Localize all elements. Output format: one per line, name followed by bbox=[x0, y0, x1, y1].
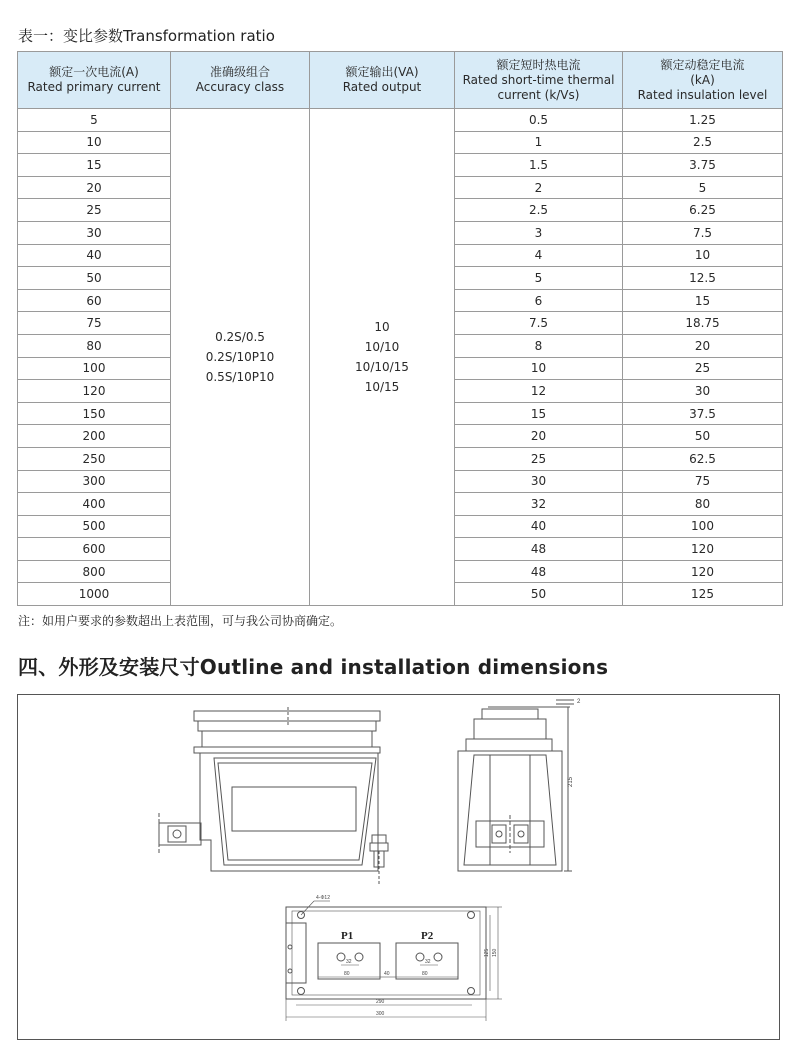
cell-thermal-current: 2 bbox=[455, 176, 623, 199]
dim-32a-label: 32 bbox=[346, 959, 352, 965]
header-rated-primary-current bbox=[18, 52, 171, 109]
header-rated-output bbox=[310, 52, 455, 109]
p2-label: P2 bbox=[421, 930, 434, 942]
cell-dynamic-current: 100 bbox=[623, 515, 783, 538]
cell-dynamic-current: 62.5 bbox=[623, 447, 783, 470]
header-short-time-thermal-current bbox=[455, 52, 623, 109]
header-en: Rated short-time thermal current (k/Vs) bbox=[462, 72, 615, 102]
cell-dynamic-current: 80 bbox=[623, 493, 783, 516]
cell-dynamic-current: 120 bbox=[623, 560, 783, 583]
rated-output-item: 10 bbox=[374, 320, 390, 335]
cell-thermal-current: 1.5 bbox=[455, 154, 623, 177]
accuracy-class-item: 0.5S/10P10 bbox=[205, 370, 275, 385]
cell-primary-current: 25 bbox=[18, 199, 171, 222]
cell-dynamic-current: 25 bbox=[623, 357, 783, 380]
cell-thermal-current: 30 bbox=[455, 470, 623, 493]
transformation-ratio-table bbox=[17, 51, 783, 606]
header-dynamic-stable-current bbox=[623, 52, 783, 109]
dim-215-label: 215 bbox=[568, 776, 574, 787]
cell-thermal-current: 3 bbox=[455, 221, 623, 244]
cell-thermal-current: 50 bbox=[455, 583, 623, 606]
header-en: Rated output bbox=[342, 80, 422, 94]
cell-dynamic-current: 10 bbox=[623, 244, 783, 267]
cell-thermal-current: 48 bbox=[455, 560, 623, 583]
header-cn: 准确级组合 bbox=[209, 65, 270, 79]
cell-primary-current: 500 bbox=[18, 515, 171, 538]
header-en: Rated primary current bbox=[27, 80, 161, 94]
cell-dynamic-current: 7.5 bbox=[623, 221, 783, 244]
cell-dynamic-current: 18.75 bbox=[623, 312, 783, 335]
accuracy-class-item: 0.2S/0.5 bbox=[215, 330, 265, 345]
accuracy-class-item: 0.2S/10P10 bbox=[205, 350, 275, 365]
dim-32b-label: 32 bbox=[425, 959, 431, 965]
cell-dynamic-current: 15 bbox=[623, 289, 783, 312]
cell-primary-current: 10 bbox=[18, 131, 171, 154]
cell-primary-current: 15 bbox=[18, 154, 171, 177]
dim-300-label: 300 bbox=[376, 1011, 385, 1017]
table-row bbox=[18, 109, 783, 132]
front-view bbox=[159, 707, 388, 885]
cell-primary-current: 150 bbox=[18, 402, 171, 425]
header-cn: 额定动稳定电流 bbox=[660, 57, 745, 72]
outline-drawing bbox=[18, 695, 779, 1039]
side-view bbox=[458, 700, 574, 871]
cell-primary-current: 5 bbox=[18, 109, 171, 132]
cell-thermal-current: 7.5 bbox=[455, 312, 623, 335]
cell-dynamic-current: 20 bbox=[623, 334, 783, 357]
cell-thermal-current: 2.5 bbox=[455, 199, 623, 222]
cell-primary-current: 250 bbox=[18, 447, 171, 470]
cell-primary-current: 600 bbox=[18, 538, 171, 561]
header-unit: (kA) bbox=[690, 72, 715, 87]
cell-dynamic-current: 37.5 bbox=[623, 402, 783, 425]
cell-primary-current: 20 bbox=[18, 176, 171, 199]
cell-thermal-current: 6 bbox=[455, 289, 623, 312]
cell-dynamic-current: 50 bbox=[623, 425, 783, 448]
cell-dynamic-current: 1.25 bbox=[623, 109, 783, 132]
dim-150-label: 150 bbox=[492, 948, 498, 957]
cell-thermal-current: 1 bbox=[455, 131, 623, 154]
section-title: 四、外形及安装尺寸Outline and installation dimensions bbox=[18, 655, 609, 679]
cell-thermal-current: 32 bbox=[455, 493, 623, 516]
cell-primary-current: 800 bbox=[18, 560, 171, 583]
hole-spec-label: 4-Φ12 bbox=[316, 895, 330, 901]
cell-thermal-current: 8 bbox=[455, 334, 623, 357]
cell-dynamic-current: 30 bbox=[623, 380, 783, 403]
cell-thermal-current: 48 bbox=[455, 538, 623, 561]
cell-rated-output bbox=[310, 109, 455, 606]
cell-thermal-current: 0.5 bbox=[455, 109, 623, 132]
cell-dynamic-current: 75 bbox=[623, 470, 783, 493]
dim-2-label: 2 bbox=[577, 699, 581, 705]
cell-thermal-current: 20 bbox=[455, 425, 623, 448]
cell-primary-current: 75 bbox=[18, 312, 171, 335]
cell-dynamic-current: 12.5 bbox=[623, 267, 783, 290]
cell-primary-current: 40 bbox=[18, 244, 171, 267]
rated-output-item: 10/15 bbox=[364, 380, 400, 395]
cell-primary-current: 80 bbox=[18, 334, 171, 357]
plan-view bbox=[286, 901, 502, 1021]
dim-290-label: 290 bbox=[376, 999, 385, 1005]
cell-thermal-current: 15 bbox=[455, 402, 623, 425]
header-cn: 额定一次电流(A) bbox=[49, 65, 139, 79]
cell-primary-current: 100 bbox=[18, 357, 171, 380]
cell-primary-current: 1000 bbox=[18, 583, 171, 606]
rated-output-item: 10/10 bbox=[364, 340, 400, 355]
header-en: Accuracy class bbox=[195, 80, 285, 94]
table-body bbox=[18, 109, 783, 606]
table-header-row bbox=[18, 52, 783, 109]
header-cn: 额定短时热电流 bbox=[496, 57, 581, 72]
cell-thermal-current: 12 bbox=[455, 380, 623, 403]
cell-primary-current: 60 bbox=[18, 289, 171, 312]
cell-dynamic-current: 120 bbox=[623, 538, 783, 561]
table-title: 表一：变比参数Transformation ratio bbox=[18, 27, 275, 45]
dim-125-label: 125 bbox=[484, 948, 490, 957]
cell-primary-current: 400 bbox=[18, 493, 171, 516]
cell-thermal-current: 5 bbox=[455, 267, 623, 290]
cell-dynamic-current: 6.25 bbox=[623, 199, 783, 222]
cell-thermal-current: 25 bbox=[455, 447, 623, 470]
outline-drawing-frame bbox=[17, 694, 780, 1040]
header-en: Rated insulation level bbox=[637, 87, 768, 102]
cell-dynamic-current: 5 bbox=[623, 176, 783, 199]
dim-40-label: 40 bbox=[384, 971, 390, 977]
cell-thermal-current: 10 bbox=[455, 357, 623, 380]
cell-dynamic-current: 125 bbox=[623, 583, 783, 606]
dim-80b-label: 80 bbox=[422, 971, 428, 977]
cell-dynamic-current: 2.5 bbox=[623, 131, 783, 154]
p1-label: P1 bbox=[341, 930, 354, 942]
header-accuracy-class bbox=[171, 52, 310, 109]
cell-primary-current: 50 bbox=[18, 267, 171, 290]
cell-primary-current: 30 bbox=[18, 221, 171, 244]
cell-dynamic-current: 3.75 bbox=[623, 154, 783, 177]
cell-primary-current: 200 bbox=[18, 425, 171, 448]
rated-output-item: 10/10/15 bbox=[355, 360, 409, 375]
cell-accuracy-class bbox=[171, 109, 310, 606]
cell-thermal-current: 40 bbox=[455, 515, 623, 538]
table-note: 注：如用户要求的参数超出上表范围，可与我公司协商确定。 bbox=[18, 614, 343, 628]
cell-primary-current: 120 bbox=[18, 380, 171, 403]
cell-thermal-current: 4 bbox=[455, 244, 623, 267]
dim-80a-label: 80 bbox=[344, 971, 350, 977]
cell-primary-current: 300 bbox=[18, 470, 171, 493]
header-cn: 额定输出(VA) bbox=[345, 65, 419, 79]
